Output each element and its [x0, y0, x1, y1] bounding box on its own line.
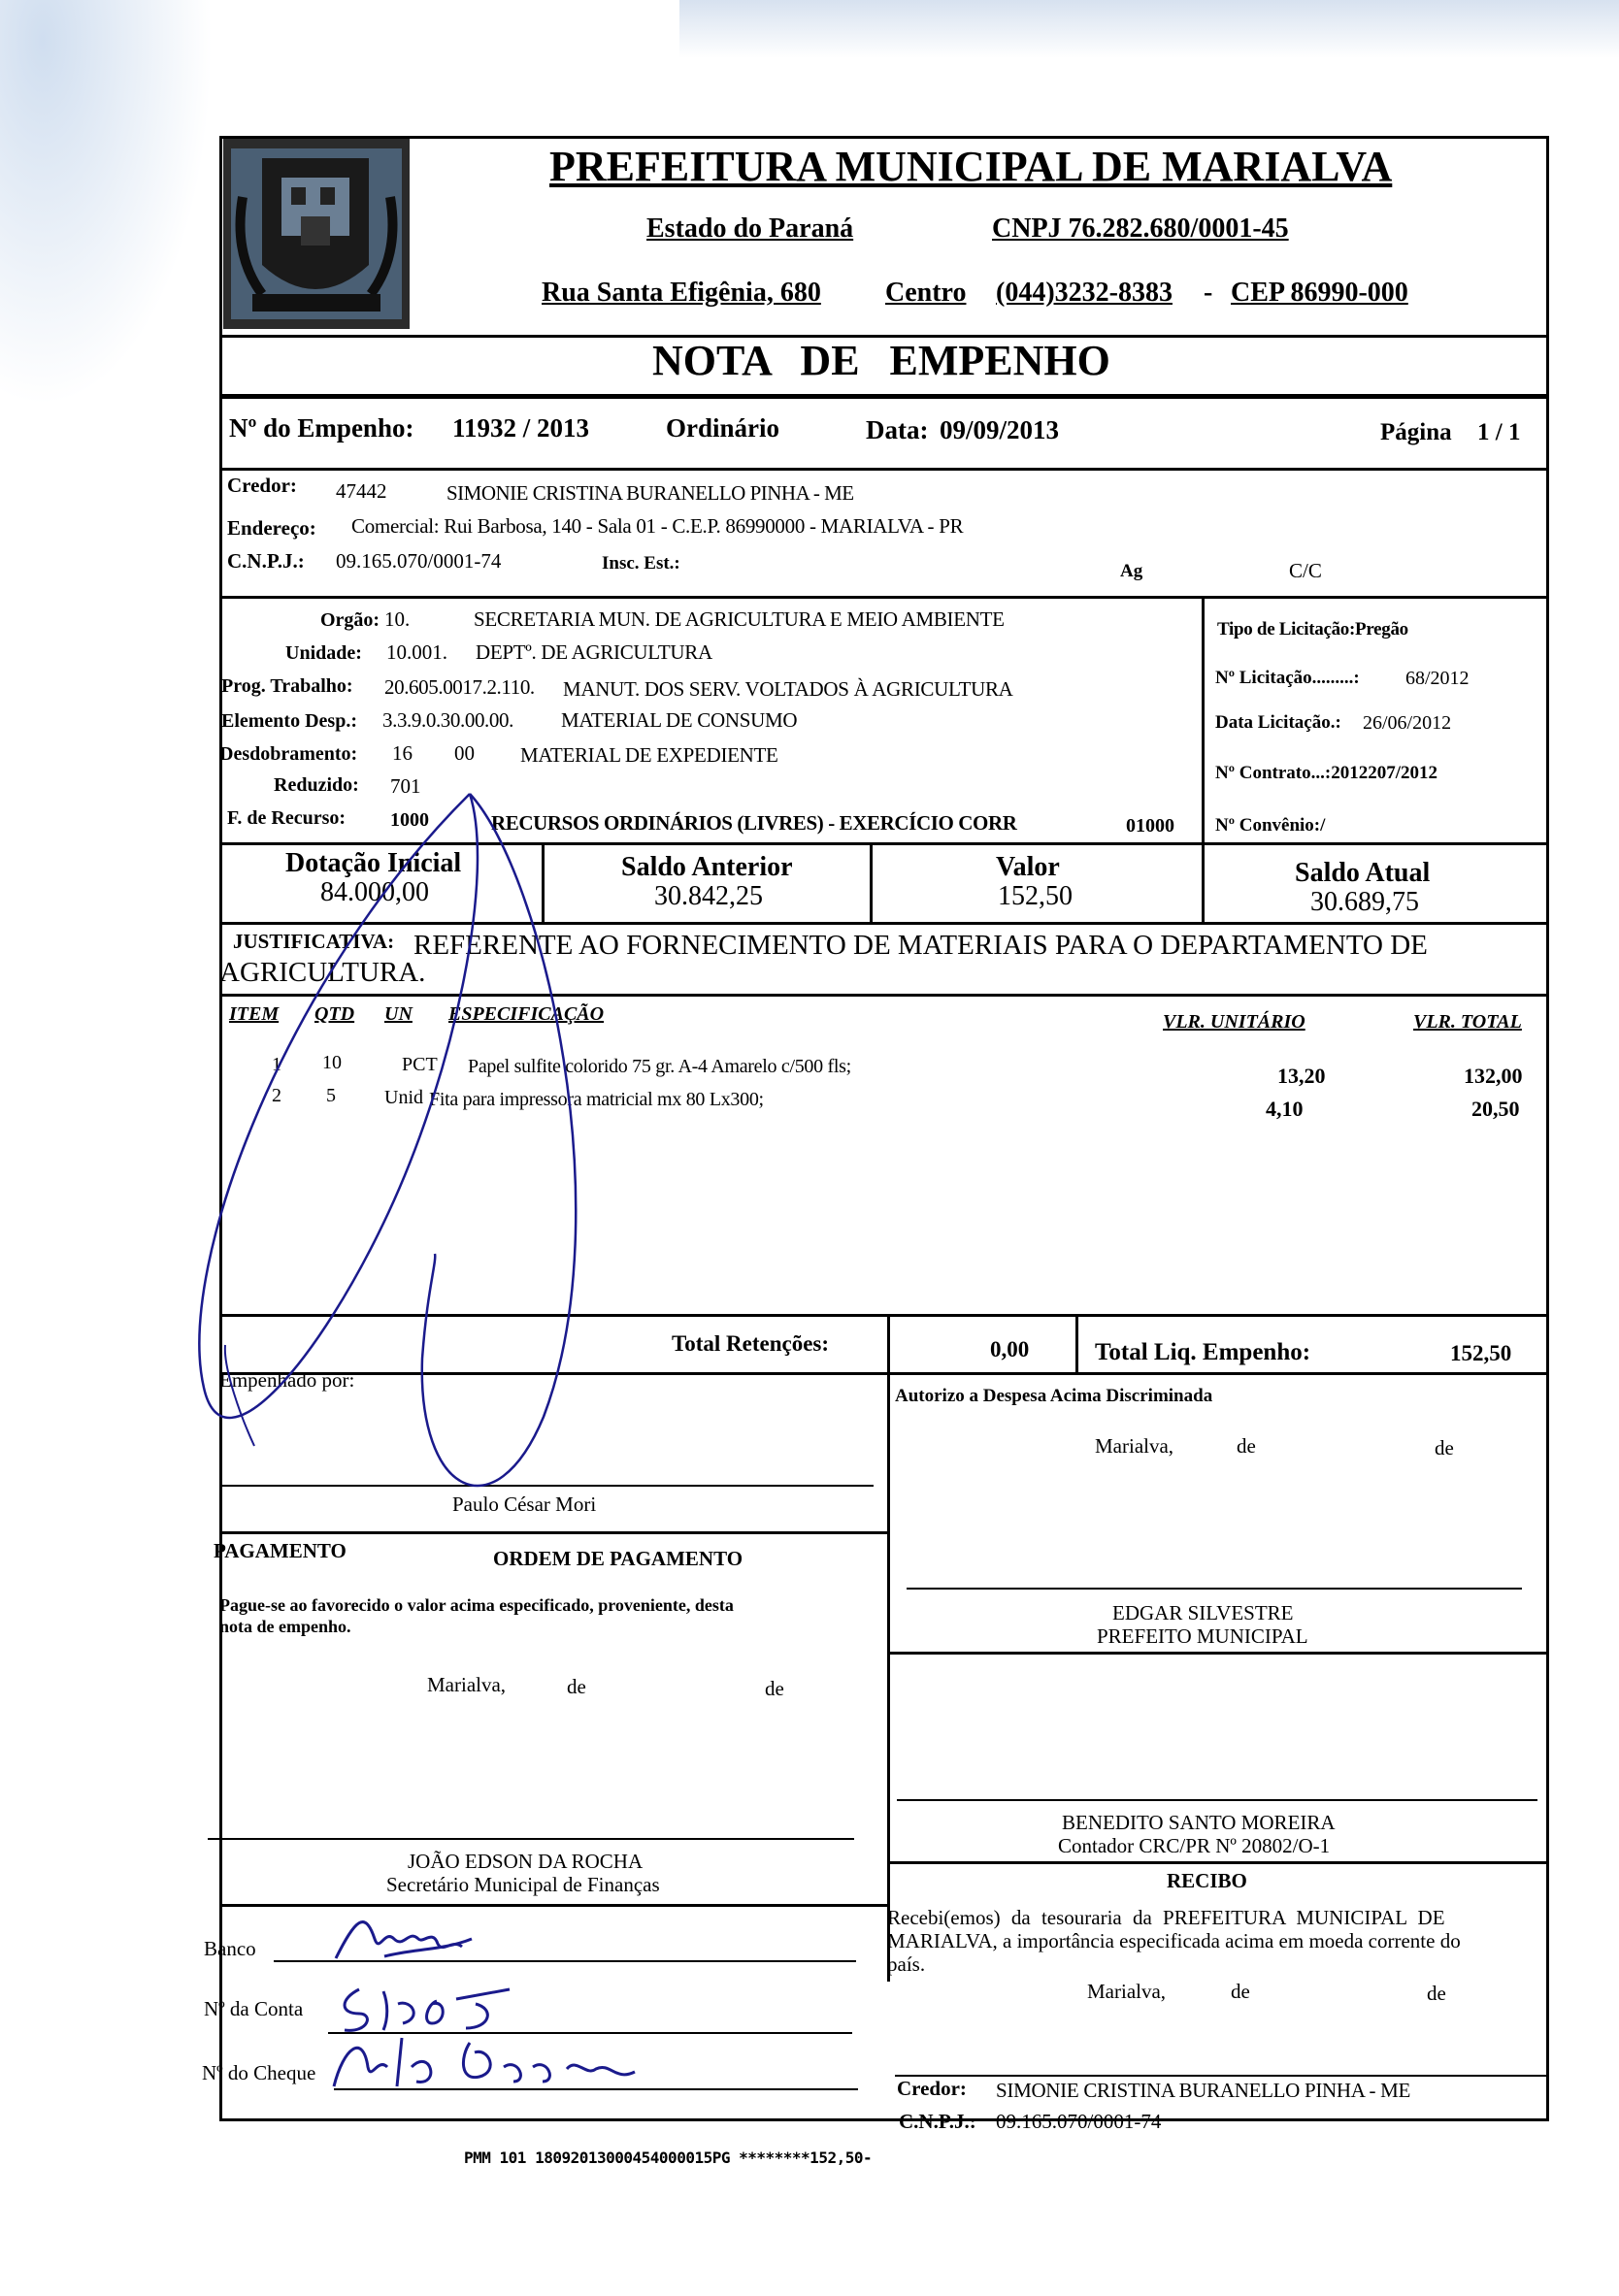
row-un: Unid: [384, 1087, 423, 1108]
autorizo-city: Marialva,: [1095, 1434, 1174, 1458]
elemento-code: 3.3.9.0.30.00.00.: [382, 708, 513, 732]
recurso-label: F. de Recurso:: [227, 807, 347, 829]
handwritten-signature-cheque: [324, 2028, 654, 2096]
page-number: 1 / 1: [1477, 419, 1521, 445]
divider: [219, 922, 1549, 925]
insc-label: Insc. Est.:: [602, 553, 680, 574]
pagamento-text2: nota de empenho.: [219, 1617, 351, 1636]
page-label: Página: [1380, 419, 1452, 445]
row-item: 2: [272, 1085, 281, 1106]
recurso-code2: 01000: [1126, 815, 1174, 836]
cc-label: C/C: [1289, 559, 1322, 582]
recurso-name: RECURSOS ORDINÁRIOS (LIVRES) - EXERCÍCIO CORR: [491, 811, 1017, 835]
district-label: Centro: [885, 278, 967, 308]
row-spec: Papel sulfite colorido 75 gr. A-4 Amarelo c/500 fls;: [468, 1056, 851, 1077]
divider: [887, 1861, 1549, 1864]
retencoes-value: 0,00: [990, 1337, 1030, 1361]
divider: [870, 844, 873, 924]
pagamento-de1: de: [567, 1675, 586, 1698]
doc-title: NOTA DE EMPENHO: [652, 337, 1110, 384]
licitacao-tipo: Tipo de Licitação:Pregão: [1217, 619, 1408, 640]
liq-value: 152,50: [1450, 1341, 1512, 1365]
empenhado-label: Empenhado por:: [219, 1368, 355, 1392]
desdob-label: Desdobramento:: [219, 743, 358, 765]
row-unit-price: 4,10: [1266, 1097, 1304, 1121]
row-spec: Fita para impressora matricial mx 80 Lx300;: [429, 1089, 764, 1110]
divider: [219, 842, 1549, 845]
scan-noise: [679, 0, 1619, 58]
recibo-city: Marialva,: [1087, 1980, 1167, 2003]
credor-code: 47442: [336, 479, 387, 503]
cheque-label: Nº do Cheque: [202, 2061, 316, 2084]
divider: [219, 596, 1549, 599]
coat-of-arms-logo: [223, 139, 410, 329]
elemento-name: MATERIAL DE CONSUMO: [561, 708, 798, 732]
unidade-code: 10.001.: [386, 640, 447, 664]
footer-credor-label: Credor:: [897, 2077, 967, 2100]
recibo-text3: país.: [887, 1952, 926, 1976]
prog-code: 20.605.0017.2.110.: [384, 675, 535, 699]
row-un: PCT: [402, 1054, 438, 1075]
licitacao-data: 26/06/2012: [1363, 712, 1452, 734]
ordem-label: ORDEM DE PAGAMENTO: [493, 1547, 743, 1570]
conta-label: Nº da Conta: [204, 1997, 304, 2020]
row-unit-price: 13,20: [1277, 1064, 1326, 1088]
signature-line: [208, 1838, 854, 1840]
cnpj-label: C.N.P.J.:: [227, 549, 305, 573]
empenhado-name: Paulo César Mori: [452, 1492, 597, 1516]
footer-credor-name: SIMONIE CRISTINA BURANELLO PINHA - ME: [996, 2079, 1410, 2102]
dotacao-inicial-value: 84.000,00: [320, 877, 429, 907]
empenho-number: 11932 / 2013: [452, 413, 590, 443]
separator-label: -: [1204, 278, 1213, 308]
divider: [219, 468, 1549, 471]
row-qtd: 10: [322, 1052, 342, 1073]
row-total: 132,00: [1464, 1064, 1523, 1088]
reduzido-label: Reduzido:: [274, 774, 359, 796]
row-qtd: 5: [326, 1085, 336, 1106]
divider: [219, 994, 1549, 997]
row-item: 1: [272, 1054, 281, 1075]
recibo-de2: de: [1427, 1982, 1446, 2005]
divider: [219, 1372, 1549, 1375]
divider: [219, 1531, 889, 1534]
footer-cnpj-label: C.N.P.J.:: [899, 2110, 976, 2133]
divider: [1202, 844, 1205, 924]
saldo-anterior-label: Saldo Anterior: [621, 852, 793, 882]
saldo-atual-value: 30.689,75: [1310, 887, 1419, 917]
orgao-code: 10.: [384, 607, 411, 631]
divider: [887, 1316, 890, 1374]
divider: [219, 1904, 889, 1907]
justificativa-label: JUSTIFICATIVA:: [233, 930, 395, 953]
licitacao-convenio: Nº Convênio:/: [1215, 815, 1326, 836]
recibo-text2: MARIALVA, a importância especificada acima em moeda corrente do: [887, 1929, 1461, 1952]
unidade-label: Unidade:: [285, 642, 362, 664]
page-title: PREFEITURA MUNICIPAL DE MARIALVA: [549, 143, 1393, 190]
empenho-label: Nº do Empenho:: [229, 413, 414, 443]
address-label: Endereço:: [227, 516, 316, 540]
address-label: Rua Santa Efigênia, 680: [542, 278, 821, 308]
row-total: 20,50: [1471, 1097, 1520, 1121]
col-un: UN: [384, 1003, 413, 1025]
col-unit-price: VLR. UNITÁRIO: [1163, 1011, 1305, 1033]
autorizo-label: Autorizo a Despesa Acima Discriminada: [895, 1386, 1213, 1406]
secretario-role: Secretário Municipal de Finanças: [386, 1873, 660, 1896]
col-item: ITEM: [229, 1003, 280, 1025]
autorizo-de2: de: [1435, 1436, 1454, 1460]
liq-label: Total Liq. Empenho:: [1095, 1339, 1311, 1365]
recibo-title: RECIBO: [1167, 1869, 1247, 1892]
signature-line: [897, 1799, 1537, 1801]
credor-name: SIMONIE CRISTINA BURANELLO PINHA - ME: [446, 481, 854, 505]
retencoes-label: Total Retenções:: [672, 1331, 830, 1356]
credor-address: Comercial: Rui Barbosa, 140 - Sala 01 - C.E.P. 86990000 - MARIALVA - PR: [351, 514, 964, 538]
banco-label: Banco: [204, 1937, 256, 1960]
divider: [219, 394, 1549, 399]
empenho-type: Ordinário: [666, 413, 780, 443]
desdob-name: MATERIAL DE EXPEDIENTE: [520, 743, 778, 767]
recibo-text1: Recebi(emos) da tesouraria da PREFEITURA MUNICIPAL DE: [887, 1906, 1445, 1929]
contador-name: BENEDITO SANTO MOREIRA: [1062, 1811, 1336, 1834]
recurso-code: 1000: [390, 809, 429, 831]
orgao-label: Orgão:: [320, 609, 380, 631]
contador-role: Contador CRC/PR Nº 20802/O-1: [1058, 1834, 1331, 1857]
licitacao-numero-label: Nº Licitação.........:: [1215, 668, 1360, 688]
col-spec: ESPECIFICAÇÃO: [448, 1003, 605, 1025]
prog-name: MANUT. DOS SERV. VOLTADOS À AGRICULTURA: [563, 677, 1013, 701]
pagamento-de2: de: [765, 1677, 784, 1700]
phone-label: (044)3232-8383: [996, 278, 1173, 308]
cnpj-label: CNPJ 76.282.680/0001-45: [992, 213, 1289, 244]
col-total: VLR. TOTAL: [1413, 1011, 1522, 1033]
divider: [887, 1374, 890, 1982]
state-label: Estado do Paraná: [646, 213, 854, 244]
licitacao-numero: 68/2012: [1405, 668, 1470, 689]
pagamento-text1: Pague-se ao favorecido o valor acima especificado, proveniente, desta: [219, 1595, 734, 1615]
divider: [1202, 598, 1205, 844]
handwritten-signature-banco: [326, 1910, 481, 1968]
reduzido-value: 701: [390, 774, 421, 798]
dotacao-inicial-label: Dotação Inicial: [285, 848, 462, 878]
saldo-anterior-value: 30.842,25: [654, 881, 763, 911]
prefeito-name: EDGAR SILVESTRE: [1112, 1601, 1294, 1624]
divider: [542, 844, 545, 924]
unidade-name: DEPTº. DE AGRICULTURA: [476, 640, 712, 664]
divider: [219, 1314, 1549, 1317]
col-qtd: QTD: [314, 1003, 355, 1025]
desdob-code1: 16: [392, 741, 413, 765]
pagamento-city: Marialva,: [427, 1673, 507, 1696]
credor-label: Credor:: [227, 474, 297, 497]
justificativa-line2: AGRICULTURA.: [219, 957, 426, 988]
licitacao-data-label: Data Licitação.:: [1215, 712, 1341, 733]
elemento-label: Elemento Desp.:: [221, 710, 357, 732]
pagamento-label: PAGAMENTO: [214, 1539, 347, 1562]
licitacao-contrato: Nº Contrato...:2012207/2012: [1215, 763, 1437, 783]
valor-value: 152,50: [998, 881, 1073, 911]
saldo-atual-label: Saldo Atual: [1295, 858, 1431, 888]
divider: [895, 2075, 1547, 2077]
recibo-de1: de: [1231, 1980, 1250, 2003]
prog-label: Prog. Trabalho:: [221, 675, 353, 697]
scan-noise: [0, 0, 214, 408]
desdob-code2: 00: [454, 741, 475, 765]
valor-label: Valor: [996, 852, 1060, 882]
autorizo-de1: de: [1237, 1434, 1256, 1458]
footer-cnpj: 09.165.070/0001-74: [996, 2110, 1162, 2133]
micr-line: PMM 101 18092013000454000015PG ********152,50-: [464, 2148, 873, 2167]
signature-line: [219, 1485, 874, 1487]
secretario-name: JOÃO EDSON DA ROCHA: [408, 1850, 644, 1873]
credor-cnpj: 09.165.070/0001-74: [336, 549, 502, 573]
divider: [1075, 1316, 1078, 1374]
prefeito-role: PREFEITO MUNICIPAL: [1097, 1624, 1308, 1648]
ag-label: Ag: [1120, 561, 1143, 581]
date-label: Data:: [866, 415, 929, 444]
cep-label: CEP 86990-000: [1231, 278, 1408, 308]
justificativa-line1: REFERENTE AO FORNECIMENTO DE MATERIAIS PARA O DEPARTAMENTO DE: [413, 930, 1428, 961]
divider: [887, 1652, 1549, 1655]
date-value: 09/09/2013: [940, 415, 1060, 444]
orgao-name: SECRETARIA MUN. DE AGRICULTURA E MEIO AMBIENTE: [474, 607, 1005, 631]
signature-line: [907, 1588, 1522, 1590]
